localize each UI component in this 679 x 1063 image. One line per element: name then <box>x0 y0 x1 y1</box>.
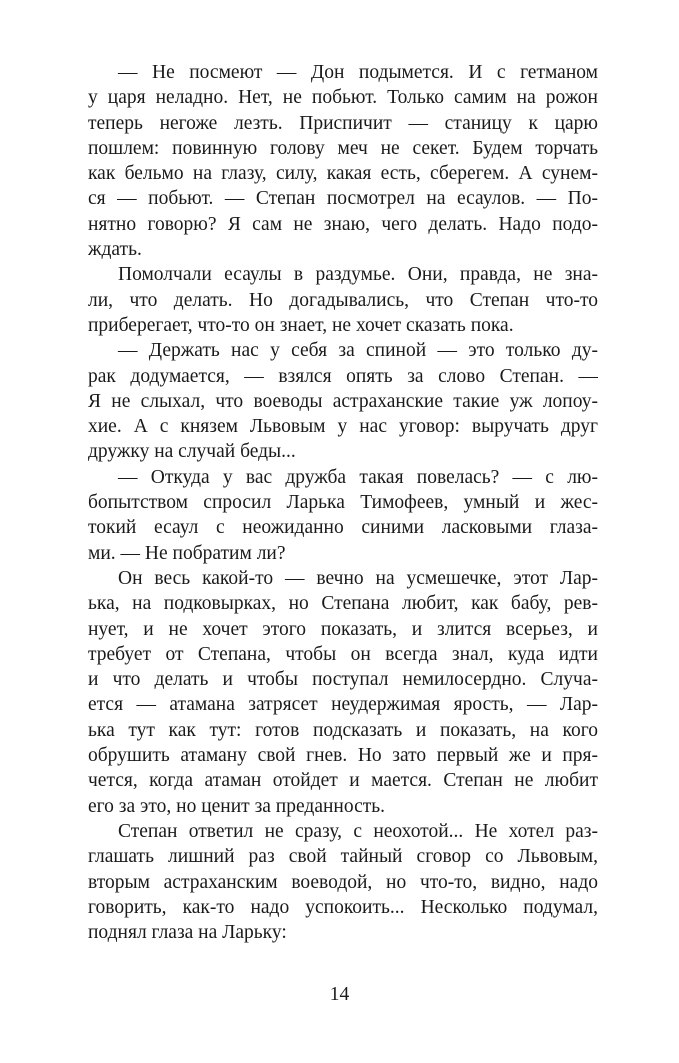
text-line: ли, что делать. Но догадывались, что Степан что-то <box>88 289 598 311</box>
text-line: обрушить атаману свой гнев. Но зато первый же и пря- <box>88 745 598 767</box>
text-line: хие. А с князем Львовым у нас уговор: выручать друг <box>88 416 598 438</box>
text-line: пошлем: повинную голову меч не секет. Будем торчать <box>88 137 598 159</box>
text-line: как бельмо на глазу, силу, какая есть, сберегем. А сунем- <box>88 163 598 185</box>
text-line: нятно говорю? Я сам не знаю, чего делать. Надо подо- <box>88 213 598 235</box>
text-line: теперь негоже лезть. Приспичит — станицу к царю <box>88 112 598 134</box>
text-line: и что делать и чтобы поступал немилосердно. Случа- <box>88 669 598 691</box>
page-number: 14 <box>329 984 350 1005</box>
text-line: требует от Степана, чтобы он всегда знал, куда идти <box>88 643 598 665</box>
text-line: вторым астраханским воеводой, но что-то, видно, надо <box>88 871 598 893</box>
text-line: поднял глаза на Ларьку: <box>88 922 287 944</box>
text-line: ька, на подковырках, но Степана любит, как бабу, рев- <box>88 593 598 615</box>
text-line: его за это, но ценит за преданность. <box>88 795 386 817</box>
text-line: — Держать нас у себя за спиной — это только ду- <box>118 340 598 362</box>
text-line: приберегает, что-то он знает, не хочет сказать пока. <box>88 314 514 336</box>
text-line: Степан ответил не сразу, с неохотой... Не хотел раз- <box>118 820 598 842</box>
text-line: Помолчали есаулы в раздумье. Они, правда, не зна- <box>118 264 598 286</box>
text-line: чется, когда атаман отойдет и мается. Степан не любит <box>88 770 598 792</box>
text-line: ька тут как тут: готов подсказать и показать, на кого <box>88 719 598 741</box>
text-line: ся — побьют. — Степан посмотрел на есаулов. — По- <box>88 188 598 210</box>
text-line: токий есаул с неожиданно синими ласковыми глаза- <box>88 517 598 539</box>
text-line: Я не слыхал, что воеводы астраханские такие уж лопоу- <box>88 390 598 412</box>
text-line: — Откуда у вас дружба такая повелась? — с лю- <box>118 466 598 488</box>
text-line: у царя неладно. Нет, не побьют. Только самим на рожон <box>88 87 598 109</box>
text-line: ждать. <box>88 239 142 261</box>
text-line: нует, и не хочет этого показать, и злится всерьез, и <box>88 618 598 640</box>
text-line: ется — атамана затрясет неудержимая ярость, — Лар- <box>88 694 598 716</box>
text-line: дружку на случай беды... <box>88 441 296 463</box>
text-line: бопытством спросил Ларька Тимофеев, умный и жес- <box>88 492 598 514</box>
text-line: Он весь какой-то — вечно на усмешечке, этот Лар- <box>118 567 598 589</box>
text-line: рак додумается, — взялся опять за слово Степан. — <box>88 365 598 387</box>
page-body <box>88 60 598 945</box>
text-line: глашать лишний раз свой тайный сговор со Львовым, <box>88 846 598 868</box>
text-line: — Не посмеют — Дон подымется. И с гетманом <box>118 62 598 83</box>
text-line: говорить, как-то надо успокоить... Несколько подумал, <box>88 896 598 918</box>
text-line: ми. — Не побратим ли? <box>88 542 286 564</box>
